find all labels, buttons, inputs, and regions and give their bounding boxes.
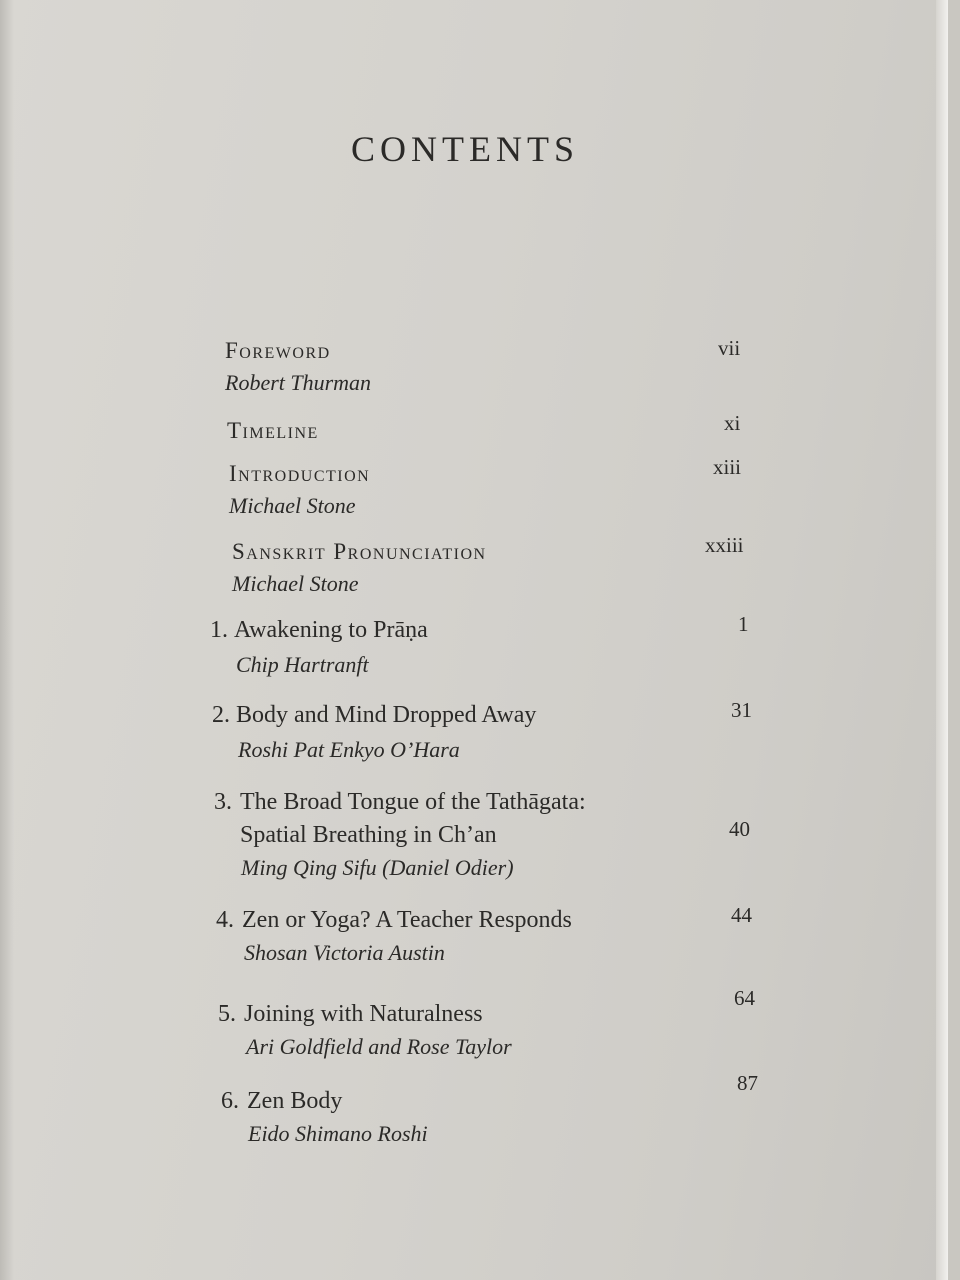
entry-heading [216,907,572,934]
entry-author: Ari Goldfield and Rose Taylor [246,1034,512,1059]
entry-page-number: 40 [729,817,750,841]
entry-page-number: 31 [731,698,752,722]
chapter-number: 2. [212,702,230,728]
toc-entry-chapter-1 [210,617,428,678]
entry-page-number: xi [724,411,741,435]
page-edge [936,0,948,1280]
entry-title: The Broad Tongue of the Tathāgata: [240,789,586,815]
entry-page-number: 64 [734,986,755,1010]
entry-page-number: 44 [731,903,752,927]
entry-title: Joining with Naturalness [244,1001,483,1027]
entry-title: Foreword [225,338,331,363]
spine-shadow [0,0,14,1280]
chapter-number: 4. [216,907,234,933]
entry-heading [212,702,536,729]
toc-entry-chapter-4 [216,907,572,966]
chapter-number: 3. [214,789,232,815]
entry-title: Sanskrit Pronunciation [232,539,487,564]
entry-title: Zen or Yoga? A Teacher Responds [242,907,572,933]
entry-title: Awakening to Prāṇa [234,617,428,643]
entry-author: Michael Stone [232,571,359,596]
toc-entry-chapter-5 [218,1001,512,1060]
entry-author: Michael Stone [229,493,356,518]
entry-author: Roshi Pat Enkyo O’Hara [238,737,460,762]
chapter-number: 1. [210,617,228,643]
toc-entry-introduction [229,461,370,519]
entry-author: Eido Shimano Roshi [248,1121,428,1146]
toc-entry-timeline [227,418,319,444]
entry-title: Zen Body [247,1088,343,1114]
entry-page-number: 1 [738,612,749,636]
entry-author: Chip Hartranft [236,652,369,677]
entry-heading [214,789,586,816]
entry-heading [210,617,428,644]
entry-page-number: xxiii [705,533,744,557]
entry-title: Body and Mind Dropped Away [236,702,537,728]
page-title: CONTENTS [351,129,579,169]
chapter-number: 5. [218,1001,236,1027]
entry-title: Introduction [229,461,371,486]
toc-entry-chapter-6 [221,1088,428,1147]
entry-title: Timeline [227,418,319,443]
toc-entry-chapter-3 [214,789,586,881]
toc-entry-chapter-2 [212,702,536,763]
entry-author: Robert Thurman [225,370,372,395]
entry-page-number: 87 [737,1071,758,1095]
entry-author: Shosan Victoria Austin [244,940,445,965]
entry-page-number: vii [718,336,741,360]
entry-title-line-2: Spatial Breathing in Ch’an [240,822,497,848]
entry-heading [218,1001,512,1028]
entry-heading [221,1088,428,1115]
entry-author: Ming Qing Sifu (Daniel Odier) [241,855,514,880]
toc-entry-foreword [225,338,371,396]
toc-entry-sanskrit-pronunciation [232,539,487,597]
entry-page-number: xiii [713,455,742,479]
chapter-number: 6. [221,1088,239,1114]
